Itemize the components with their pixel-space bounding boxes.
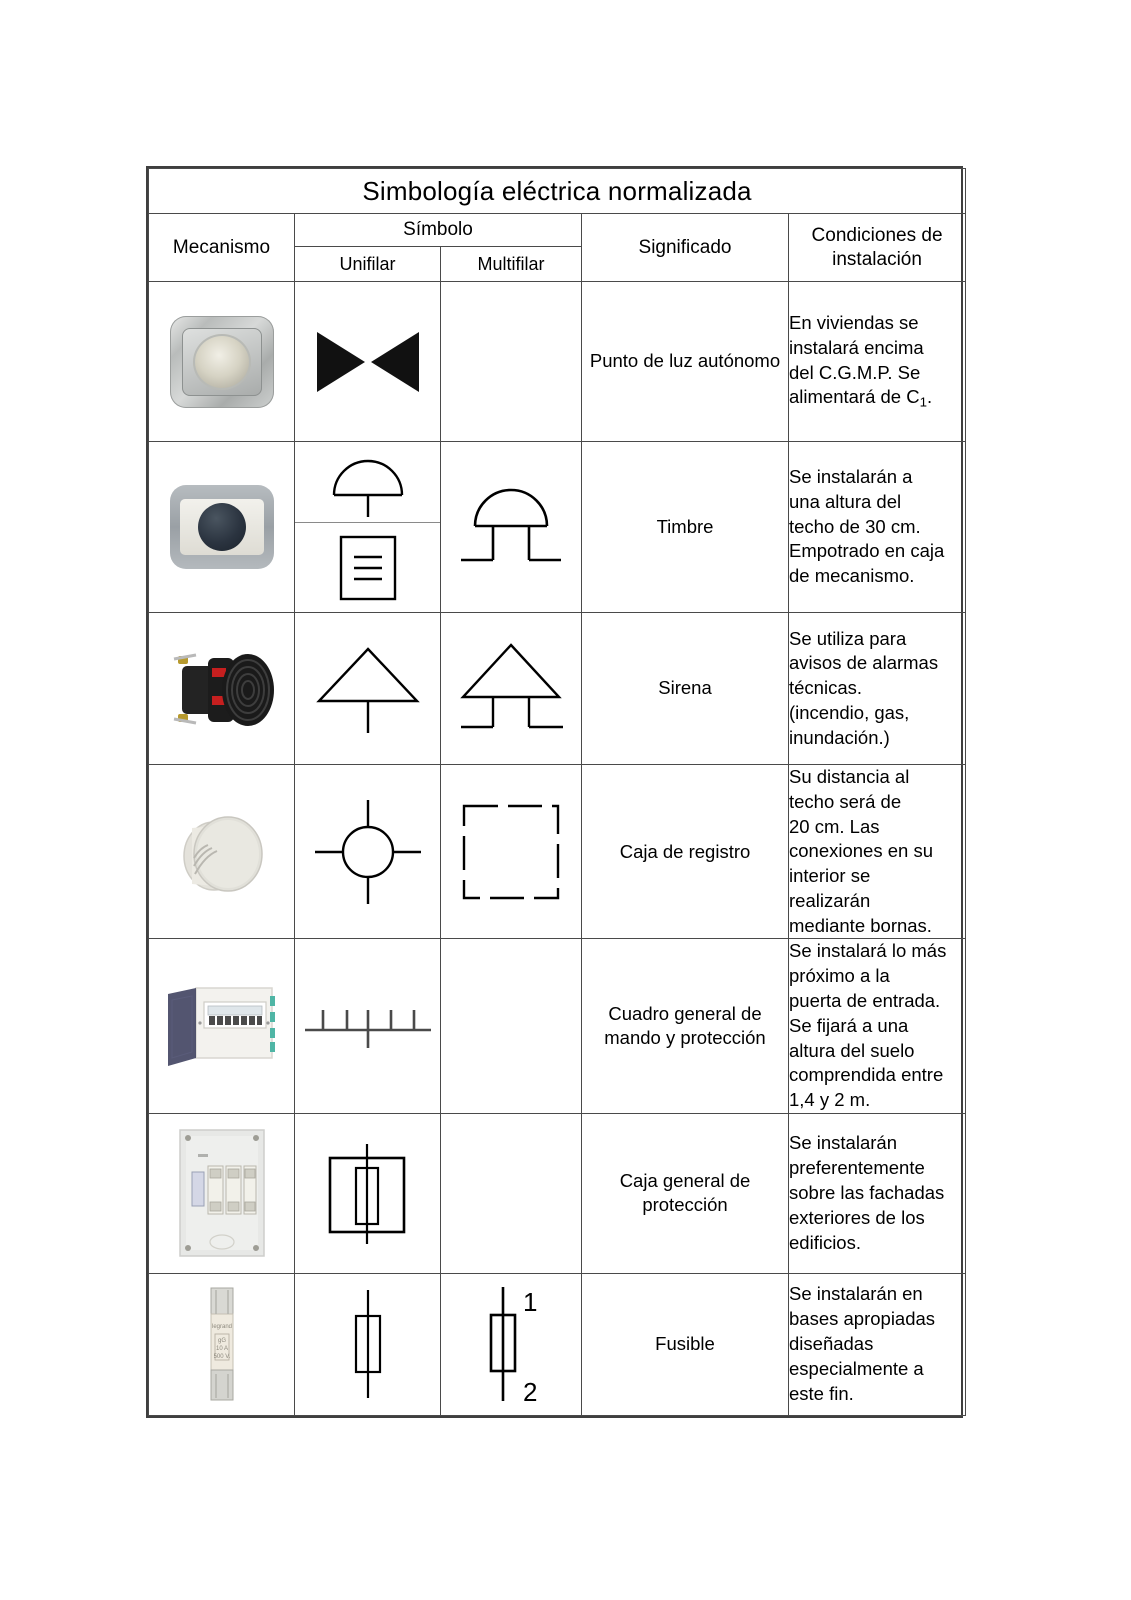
condiciones-line: inundación.) [789, 726, 890, 748]
dashed-square-icon [441, 801, 581, 903]
column-header-significado: Significado [582, 214, 789, 282]
mechanism-photo-cell [149, 1113, 295, 1273]
fuse-rectangle-icon [295, 1284, 440, 1404]
significado-cell: Timbre [582, 442, 789, 613]
column-header-unifilar: Unifilar [295, 247, 441, 282]
column-header-mecanismo: Mecanismo [149, 214, 295, 282]
condiciones-cell [789, 765, 966, 939]
condiciones-line: Se fijará a una [789, 1014, 909, 1036]
condiciones-line: técnicas. [789, 677, 863, 699]
condiciones-line: Su distancia al [789, 766, 910, 787]
significado-line: protección [642, 1194, 728, 1216]
multifilar-symbol-cell [441, 939, 582, 1113]
significado-line: Caja general de [619, 1170, 751, 1192]
condiciones-line: Se utiliza para [789, 627, 907, 649]
unifilar-symbol-cell [295, 442, 441, 613]
condiciones-line: edificios. [789, 1231, 861, 1253]
condiciones-line: instalará encima [789, 336, 924, 358]
condiciones-line: techo será de [789, 790, 902, 812]
fuse-box-enclosure-photo [149, 1126, 294, 1260]
column-header-multifilar: Multifilar [441, 247, 582, 282]
condiciones-line: Se instalarán a [789, 466, 913, 488]
condiciones-line: avisos de alarmas [789, 652, 939, 674]
condiciones-line: Se instalarán en [789, 1283, 923, 1305]
bell-push-button-photo [149, 485, 294, 569]
condiciones-cell [789, 282, 966, 442]
table-row [149, 1113, 966, 1273]
condiciones-line: Se instalarán [789, 1132, 897, 1154]
condiciones-line: conexiones en su [789, 840, 933, 862]
svg-text:10 A: 10 A [215, 1346, 228, 1353]
significado-cell [582, 939, 789, 1113]
condiciones-line: comprendida entre [789, 1064, 944, 1086]
svg-text:500 V.: 500 V. [213, 1354, 230, 1361]
condiciones-cell [789, 1113, 966, 1273]
table-row [149, 613, 966, 765]
condiciones-cell [789, 1273, 966, 1415]
significado-line: Cuadro general de [608, 1003, 762, 1025]
column-header-condiciones [789, 214, 966, 282]
multifilar-symbol-cell [441, 282, 582, 442]
condiciones-line: este fin. [789, 1382, 854, 1404]
busbar-five-ticks-icon [295, 998, 440, 1054]
multifilar-symbol-cell [441, 765, 582, 939]
condiciones-line: En viviendas se [789, 312, 919, 334]
condiciones-line-text: alimentará de C [789, 386, 920, 408]
mechanism-photo-cell [149, 613, 295, 765]
condiciones-line: 20 cm. Las [789, 815, 880, 837]
condiciones-line: Se instalará lo más [789, 940, 947, 962]
condiciones-line: techo de 30 cm. [789, 515, 921, 537]
condiciones-line: puerta de entrada. [789, 990, 941, 1012]
condiciones-line: próximo a la [789, 965, 890, 987]
consumer-unit-panel-photo [149, 978, 294, 1074]
siren-buzzer-photo [149, 646, 294, 732]
condiciones-line: especialmente a [789, 1357, 924, 1379]
table-row [149, 442, 966, 613]
column-header-simbolo: Símbolo [295, 214, 582, 247]
condiciones-line: preferentemente [789, 1157, 925, 1179]
square-with-inner-fuse-icon [295, 1138, 440, 1248]
multifilar-symbol-cell [441, 1273, 582, 1415]
table-row [149, 1273, 966, 1415]
condiciones-line: sobre las fachadas [789, 1182, 945, 1204]
unifilar-symbol-cell [295, 1273, 441, 1415]
condiciones-line: Empotrado en caja [789, 540, 945, 562]
triangle-with-stem-icon [295, 641, 440, 737]
unifilar-symbol-cell [295, 939, 441, 1113]
rectangle-three-lines-icon [295, 523, 440, 612]
unifilar-symbol-cell [295, 282, 441, 442]
table-row [149, 282, 966, 442]
condiciones-line-tail: . [927, 386, 933, 408]
mechanism-photo-cell [149, 282, 295, 442]
condiciones-cell [789, 939, 966, 1113]
multifilar-symbol-cell [441, 442, 582, 613]
mechanism-photo-cell [149, 442, 295, 613]
condiciones-line: del C.G.M.P. Se [789, 361, 921, 383]
bowtie-filled-icon [295, 326, 440, 398]
significado-cell: Punto de luz autónomo [582, 282, 789, 442]
multifilar-symbol-cell [441, 1113, 582, 1273]
circle-with-cross-icon [295, 794, 440, 910]
column-header-condiciones-line2: instalación [832, 248, 922, 270]
svg-text:legrand: legrand [211, 1324, 232, 1331]
circuit-subscript: 1 [919, 395, 927, 411]
condiciones-line: exteriores de los [789, 1206, 925, 1228]
unifilar-symbol-cell [295, 1113, 441, 1273]
unifilar-symbol-cell [295, 765, 441, 939]
cartridge-fuse-photo [149, 1286, 294, 1402]
mechanism-photo-cell [149, 1273, 295, 1415]
multifilar-label-bottom: 2 [523, 1377, 538, 1406]
significado-cell: Fusible [582, 1273, 789, 1415]
condiciones-line: mediante bornas. [789, 914, 932, 936]
condiciones-line: de mecanismo. [789, 565, 915, 587]
mechanism-photo-cell [149, 939, 295, 1113]
wall-light-fixture-photo [149, 316, 294, 408]
condiciones-cell [789, 613, 966, 765]
svg-text:gG: gG [217, 1338, 226, 1345]
table-row [149, 939, 966, 1113]
significado-cell [582, 1113, 789, 1273]
multifilar-symbol-cell [441, 613, 582, 765]
condiciones-cell [789, 442, 966, 613]
condiciones-line: una altura del [789, 490, 902, 512]
table-header-row-1 [149, 214, 966, 247]
significado-line: mando y protección [604, 1027, 766, 1049]
dome-two-legs-icon [441, 480, 581, 574]
page-title: Simbología eléctrica normalizada [149, 169, 966, 214]
round-junction-box-photo [149, 806, 294, 898]
condiciones-line: altura del suelo [789, 1039, 915, 1061]
condiciones-line: (incendio, gas, [789, 701, 910, 723]
significado-cell: Caja de registro [582, 765, 789, 939]
table-title-row [149, 169, 966, 214]
multifilar-label-top: 1 [523, 1287, 538, 1318]
condiciones-line: bases apropiadas [789, 1308, 936, 1330]
condiciones-line: interior se [789, 865, 871, 887]
condiciones-line [789, 385, 965, 412]
fuse-rectangle-numbered-icon [441, 1283, 581, 1405]
symbology-table-sheet [146, 166, 963, 1418]
significado-cell: Sirena [582, 613, 789, 765]
mechanism-photo-cell [149, 765, 295, 939]
column-header-condiciones-line1: Condiciones de [811, 224, 943, 246]
dome-with-stem-icon [295, 442, 440, 523]
triangle-two-legs-icon [441, 639, 581, 739]
condiciones-line: realizarán [789, 889, 871, 911]
condiciones-line: 1,4 y 2 m. [789, 1089, 871, 1111]
condiciones-line: diseñadas [789, 1333, 874, 1355]
unifilar-symbol-cell [295, 613, 441, 765]
symbology-table [148, 168, 966, 1416]
table-row [149, 765, 966, 939]
